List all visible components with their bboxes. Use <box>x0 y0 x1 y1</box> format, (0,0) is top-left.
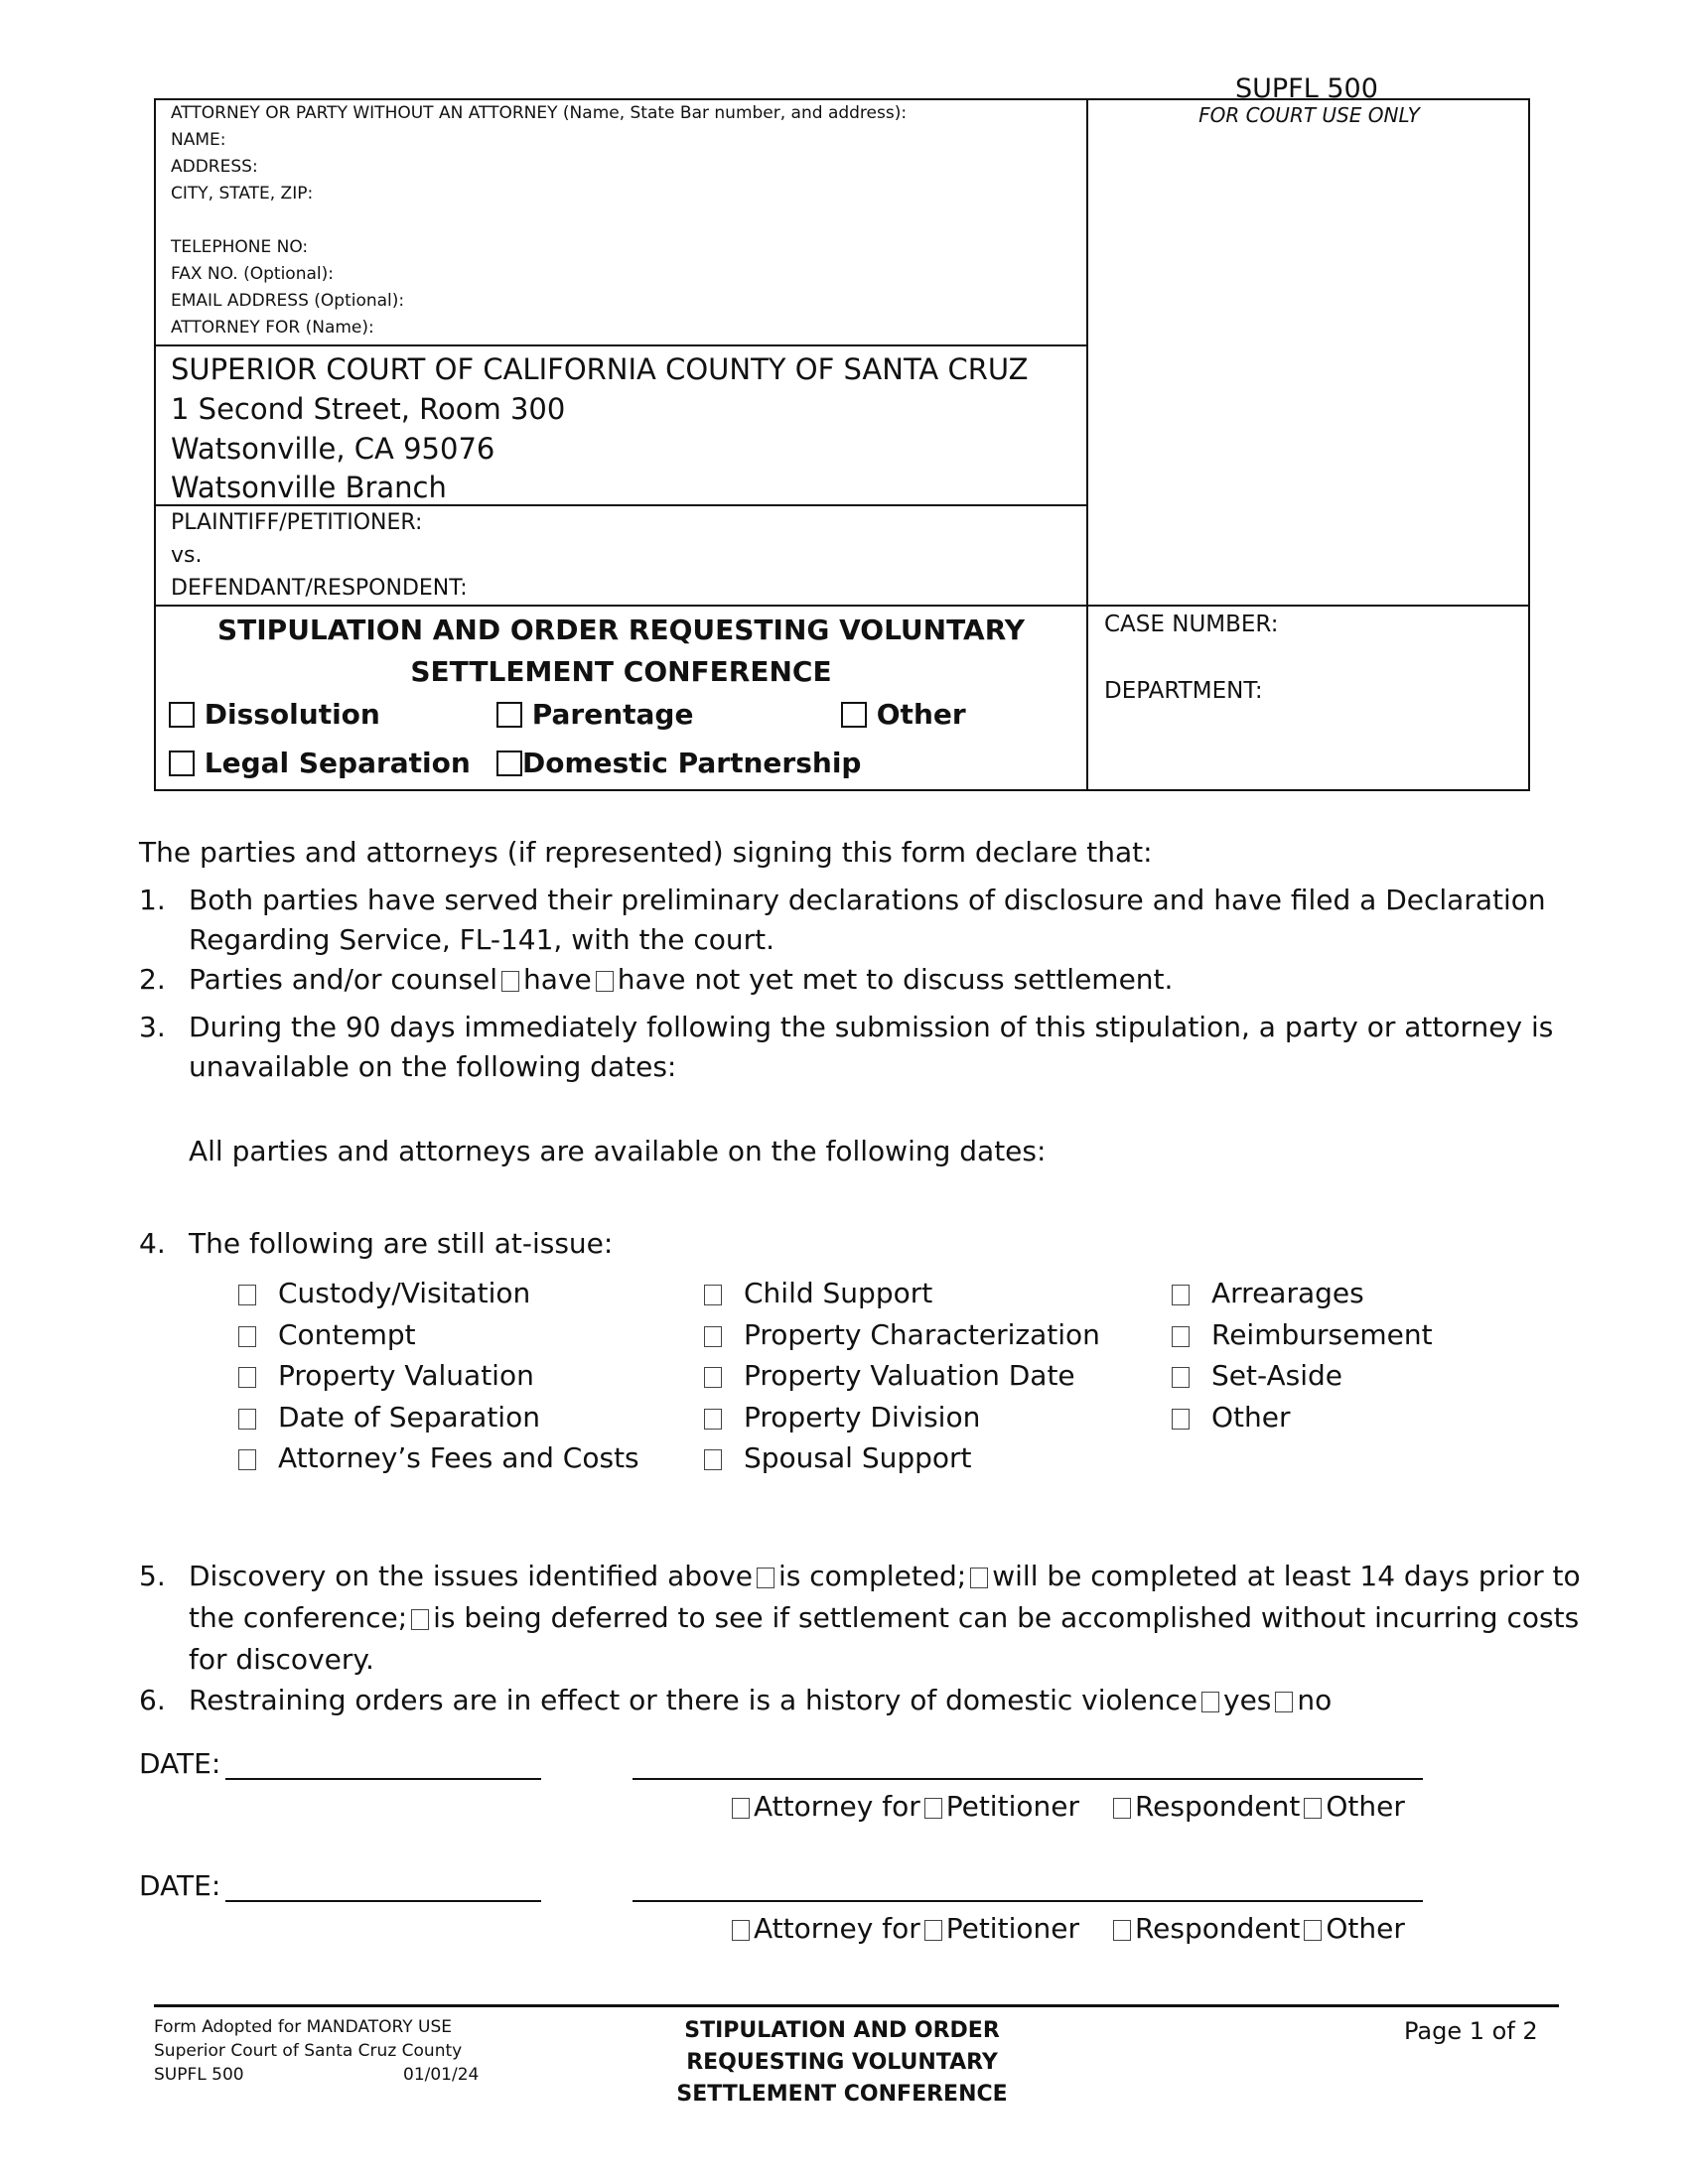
date-line-2[interactable] <box>225 1900 541 1902</box>
footer-title-3: SETTLEMENT CONFERENCE <box>676 2082 1008 2107</box>
issue-label: Date of Separation <box>278 1400 540 1433</box>
footer-title-1: STIPULATION AND ORDER <box>684 2018 1000 2043</box>
petitioner-label: Petitioner <box>945 1912 1079 1945</box>
case-type-label: Domestic Partnership <box>522 747 862 779</box>
issue-item[interactable] <box>238 1355 639 1397</box>
item-number: 5. <box>139 1560 166 1592</box>
court-city: Watsonville, CA 95076 <box>171 432 495 466</box>
checkbox[interactable] <box>238 1449 256 1470</box>
item-4 <box>139 1224 613 1264</box>
will-be-completed-checkbox[interactable] <box>970 1568 988 1588</box>
date-label-1: DATE: <box>139 1747 221 1780</box>
intro-text: The parties and attorneys (if represented) signing this form declare that: <box>139 836 1153 869</box>
email-field[interactable]: EMAIL ADDRESS (Optional): <box>171 291 405 311</box>
item-5-text-d: the conference; <box>189 1601 408 1634</box>
checkbox[interactable] <box>169 751 195 776</box>
petitioner-checkbox[interactable] <box>924 1798 942 1819</box>
checkbox[interactable] <box>238 1367 256 1388</box>
issue-item[interactable] <box>704 1397 1100 1438</box>
case-type-other[interactable] <box>841 698 966 731</box>
footer-form: SUPFL 500 <box>154 2065 244 2085</box>
checkbox[interactable] <box>496 751 522 776</box>
item-1-line-1: Both parties have served their preliminary declarations of disclosure and have filed a Declaration <box>189 884 1546 916</box>
court-use-label: FOR COURT USE ONLY <box>1198 103 1420 127</box>
date-line-1[interactable] <box>225 1778 541 1780</box>
issues-col-2 <box>704 1273 1100 1479</box>
item-3-line-1: During the 90 days immediately following the submission of this stipulation, a party or attorney is <box>189 1011 1554 1043</box>
issue-label: Child Support <box>744 1277 933 1309</box>
fax-field[interactable]: FAX NO. (Optional): <box>171 264 334 284</box>
item-2-text-c: have not yet met to discuss settlement. <box>617 963 1174 996</box>
item-2-text-b: have <box>523 963 592 996</box>
issue-item[interactable] <box>704 1437 1100 1479</box>
item-5-text-b: is completed; <box>777 1560 967 1592</box>
checkbox[interactable] <box>238 1409 256 1430</box>
signature-line-1[interactable] <box>633 1778 1423 1780</box>
item-number: 2. <box>139 963 166 996</box>
checkbox[interactable] <box>704 1367 722 1388</box>
issue-item[interactable] <box>1172 1273 1433 1314</box>
attorney-block <box>171 100 907 341</box>
court-branch: Watsonville Branch <box>171 471 447 504</box>
item-4-text: The following are still at-issue: <box>189 1227 614 1260</box>
other-checkbox[interactable] <box>1304 1920 1322 1941</box>
issues-col-1 <box>238 1273 639 1479</box>
item-6-text: Restraining orders are in effect or there is a history of domestic violence <box>189 1684 1197 1716</box>
issue-item[interactable] <box>1172 1314 1433 1356</box>
issue-item[interactable] <box>238 1437 639 1479</box>
issue-label: Property Valuation <box>278 1359 534 1392</box>
item-5-text-c: will be completed at least 14 days prior to <box>992 1560 1581 1592</box>
parties-block <box>171 506 468 605</box>
checkbox[interactable] <box>238 1285 256 1305</box>
telephone-field[interactable]: TELEPHONE NO: <box>171 237 309 257</box>
caption-divider <box>1086 98 1088 791</box>
checkbox[interactable] <box>704 1326 722 1347</box>
item-5-text-a: Discovery on the issues identified above <box>189 1560 753 1592</box>
issue-item[interactable] <box>238 1314 639 1356</box>
item-3-line-3: All parties and attorneys are available on the following dates: <box>189 1135 1047 1167</box>
item-5 <box>139 1556 1581 1681</box>
issue-label: Reimbursement <box>1211 1317 1433 1351</box>
issues-col-3 <box>1172 1273 1433 1437</box>
item-6 <box>139 1681 1332 1720</box>
checkbox[interactable] <box>841 702 867 728</box>
dv-no-label: no <box>1297 1684 1333 1716</box>
issue-label: Arrearages <box>1211 1277 1364 1309</box>
item-2 <box>139 960 1173 1000</box>
issue-item[interactable] <box>1172 1397 1433 1438</box>
dv-yes-checkbox[interactable] <box>1201 1692 1219 1712</box>
case-type-label: Parentage <box>531 698 694 731</box>
form-id: SUPFL 500 <box>1235 73 1378 104</box>
item-5-text-f: for discovery. <box>189 1643 374 1676</box>
item-number: 6. <box>139 1684 166 1716</box>
item-number: 4. <box>139 1227 166 1260</box>
checkbox[interactable] <box>704 1449 722 1470</box>
issue-label: Attorney’s Fees and Costs <box>278 1441 639 1474</box>
respondent-label: Respondent <box>1134 1912 1301 1945</box>
defendant-field[interactable]: DEFENDANT/RESPONDENT: <box>171 576 468 601</box>
signature-line-2[interactable] <box>633 1900 1423 1902</box>
respondent-checkbox[interactable] <box>1113 1920 1131 1941</box>
issue-label: Spousal Support <box>744 1441 972 1474</box>
signer-role-1 <box>728 1787 1405 1827</box>
checkbox[interactable] <box>1172 1409 1190 1430</box>
issue-label: Property Division <box>744 1400 981 1433</box>
footer-date: 01/01/24 <box>403 2065 480 2085</box>
city-field[interactable]: CITY, STATE, ZIP: <box>171 184 314 204</box>
issue-label: Contempt <box>278 1317 416 1351</box>
issue-item[interactable] <box>238 1273 639 1314</box>
checkbox[interactable] <box>1172 1326 1190 1347</box>
item-1 <box>139 881 1546 960</box>
checkbox[interactable] <box>704 1409 722 1430</box>
rule-parties <box>154 605 1530 607</box>
checkbox[interactable] <box>1172 1285 1190 1305</box>
attorney-for-label: Attorney for <box>754 1912 920 1945</box>
case-type-parentage[interactable] <box>496 698 693 731</box>
name-field[interactable]: NAME: <box>171 130 226 150</box>
item-number: 1. <box>139 884 166 916</box>
case-type-legal-separation[interactable] <box>169 747 471 779</box>
court-street: 1 Second Street, Room 300 <box>171 392 566 426</box>
item-2-text-a: Parties and/or counsel <box>189 963 498 996</box>
item-number: 3. <box>139 1011 166 1043</box>
have-checkbox[interactable] <box>501 971 519 992</box>
case-type-dissolution[interactable] <box>169 698 380 731</box>
rule-attorney <box>154 344 1087 346</box>
petitioner-checkbox[interactable] <box>924 1920 942 1941</box>
title-line-1: STIPULATION AND ORDER REQUESTING VOLUNTARY <box>216 614 1025 646</box>
plaintiff-field[interactable]: PLAINTIFF/PETITIONER: <box>171 510 423 535</box>
issue-item[interactable] <box>238 1397 639 1438</box>
attorney-checkbox[interactable] <box>732 1920 750 1941</box>
item-5-text-e: is being deferred to see if settlement can be accomplished without incurring costs <box>433 1601 1580 1634</box>
footer-left <box>154 2015 479 2087</box>
footer-rule <box>154 2004 1559 2007</box>
signer-role-2 <box>728 1909 1405 1949</box>
vs-label: vs. <box>171 543 203 568</box>
issue-label: Custody/Visitation <box>278 1277 531 1309</box>
case-number-field[interactable]: CASE NUMBER: <box>1104 612 1279 637</box>
issue-item[interactable] <box>704 1314 1100 1356</box>
footer-title <box>643 2015 1041 2111</box>
respondent-label: Respondent <box>1134 1790 1301 1823</box>
petitioner-label: Petitioner <box>945 1790 1079 1823</box>
issue-item[interactable] <box>704 1273 1100 1314</box>
item-1-line-2: Regarding Service, FL-141, with the court. <box>189 923 775 956</box>
issue-item[interactable] <box>1172 1355 1433 1397</box>
deferred-checkbox[interactable] <box>411 1609 429 1630</box>
checkbox[interactable] <box>496 702 522 728</box>
case-type-domestic-partnership[interactable] <box>496 747 861 779</box>
attorney-heading: ATTORNEY OR PARTY WITHOUT AN ATTORNEY (Name, State Bar number, and address): <box>171 103 908 123</box>
issue-label: Set-Aside <box>1211 1359 1342 1392</box>
checkbox[interactable] <box>1172 1367 1190 1388</box>
checkbox[interactable] <box>238 1326 256 1347</box>
respondent-checkbox[interactable] <box>1113 1798 1131 1819</box>
completed-checkbox[interactable] <box>757 1568 774 1588</box>
issue-label: Other <box>1211 1400 1291 1433</box>
issue-item[interactable] <box>704 1355 1100 1397</box>
attorney-for-field[interactable]: ATTORNEY FOR (Name): <box>171 318 374 338</box>
dv-yes-label: yes <box>1223 1684 1272 1716</box>
item-3-line-2: unavailable on the following dates: <box>189 1050 677 1083</box>
item-3 <box>139 1008 1553 1087</box>
checkbox[interactable] <box>169 702 195 728</box>
other-label: Other <box>1326 1790 1405 1823</box>
dv-no-checkbox[interactable] <box>1275 1692 1293 1712</box>
footer-adopted: Form Adopted for MANDATORY USE <box>154 2017 453 2037</box>
case-type-label: Legal Separation <box>204 747 471 779</box>
issue-label: Property Valuation Date <box>744 1359 1075 1392</box>
page-number: Page 1 of 2 <box>1404 2017 1538 2045</box>
have-not-checkbox[interactable] <box>596 971 614 992</box>
issue-label: Property Characterization <box>744 1317 1100 1351</box>
address-field[interactable]: ADDRESS: <box>171 157 258 177</box>
other-label: Other <box>1326 1912 1405 1945</box>
document-title <box>156 610 1086 693</box>
department-field[interactable]: DEPARTMENT: <box>1104 678 1263 704</box>
footer-court: Superior Court of Santa Cruz County <box>154 2041 463 2061</box>
checkbox[interactable] <box>704 1285 722 1305</box>
other-checkbox[interactable] <box>1304 1798 1322 1819</box>
court-title: SUPERIOR COURT OF CALIFORNIA COUNTY OF SANTA CRUZ <box>171 352 1029 386</box>
attorney-checkbox[interactable] <box>732 1798 750 1819</box>
case-type-label: Other <box>876 698 966 731</box>
case-type-label: Dissolution <box>204 698 380 731</box>
court-block <box>171 349 1028 506</box>
attorney-for-label: Attorney for <box>754 1790 920 1823</box>
title-line-2: SETTLEMENT CONFERENCE <box>410 655 832 688</box>
footer-title-2: REQUESTING VOLUNTARY <box>686 2050 998 2075</box>
date-label-2: DATE: <box>139 1869 221 1902</box>
